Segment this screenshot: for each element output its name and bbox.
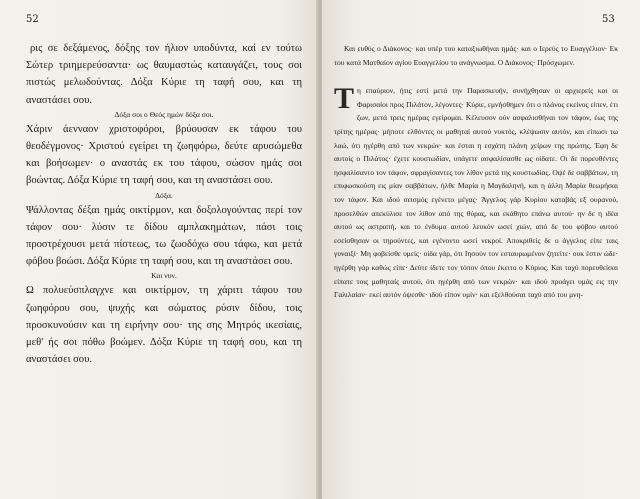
left-page-text <box>26 40 302 368</box>
hymn-paragraph-3: Ψάλλοντας δέξαι ημάς οικτίρμον, και δοξολογούντας περί τον τάφον σου· λύσιν τε δίδου αμπλακημάτων, πάσι τοις προστρέχουσι μετά πίστεως, τω ζωοδόχω σου τάφω, και μετά φόβου βοώσι. Δόξα Κύριε τη ταφή σου, και τη αναστάσει σου. <box>26 204 302 268</box>
hymn-paragraph-4: Ω πολυεύσπλαγχνε και οικτίρμον, τη χάριτι τάφου του ζωηφόρου σου, ψυχής και σώματος ρύσιν δίδου, τοις προσκυνούσιν και τη ειρήνην σου· της σης Μητρός ικεσίαις, μεθ' ής σοι πόθω βοώμεν. Δόξα Κύριε τη ταφή σου, και τη αναστάσει σου. <box>26 285 302 366</box>
gospel-text: η επαύριον, ήτις εστί μετά την Παρασκευήν, συνήχθησαν οι αρχιερείς και οι Φαρισαίοι προς Πιλάτον, λέγοντες· Κύριε, εμνήσθημεν ότι ο πλάνος εκείνος είπεν, έτι ζων, μετά τρεις ημέρας εγείρομαι. Κέλευσον ούν ασφαλισθήναι τον τάφον, έως της τρίτης ημέρας· μήποτε ελθόντες οι μαθηταί αυτού νυκτός, κλέψωσιν αυτόν, και είπωσι τω λαώ, ότι ηγέρθη από των νεκρών· και έσται η εσχάτη πλάνη χείρων της πρώτης. Έφη δε αυτοίς ο Πιλάτος· έχετε κουστωδίαν, υπάγετε ασφαλίσασθε ως οίδατε. Οι δε πορευθέντες ησφαλίσαντο τον τάφον, σφραγίσαντες τον λίθον μετά της κουστωδίας. Οψέ δε σαββάτων, τη επιφωσκούση εις μίαν σαββάτων, ήλθε Μαρία η Μαγδαληνή, και η άλλη Μαρία θεωρήσαι τον τάφον. Και ιδού σεισμός εγένετο μέγας· Άγγελος γάρ Κυρίου καταβάς εξ ουρανού, προσελθών απεκύλισε τον λίθον από της θύρας, και εκάθητο επάνω αυτού· ην δε η ιδέα αυτού ως αστραπή, και το ένδυμα αυτού λευκόν ωσεί χιών, από δε του φόβου αυτού εσείσθησαν οι τηρούντες, και εγένοντο ωσεί νεκροί. Αποκριθείς δε ο άγγελος είπε ταις γυναιξί· Μη φοβείσθε υμείς· οίδα γάρ, ότι Ιησούν τον εσταυρωμένον ζητείτε· ουκ έστιν ώδε· ηγέρθη γάρ καθώς είπε· Δεύτε ίδετε τον τόπον όπου έκειτο ο Κύριος. Και ταχύ πορευθείσαι είπατε τοις μαθηταίς αυτού, ότι ηγέρθη από των νεκρών· και ιδού προάγει υμάς εις την Γαλιλαίαν· εκεί αυτόν όψεσθε· ιδού είπον υμίν· και εξελθούσαι ταχύ από του μνη- <box>334 86 618 300</box>
left-page <box>0 0 318 499</box>
right-page-number: 53 <box>602 14 615 25</box>
rubric-glory-to-god: Δόξα σοι ο Θεός ημών δόξα σοι. <box>114 109 214 119</box>
rubric-doxa: Δόξα. <box>155 190 173 200</box>
right-page-text <box>334 42 618 302</box>
right-page <box>322 0 640 499</box>
gospel-reading <box>334 84 618 302</box>
gospel-introduction: Και ευθύς ο Διάκονος· και υπέρ του καταξιωθήναι ημάς· και ο Ιερεύς το Ευαγγέλιον· Εκ του κατά Ματθαίον αγίου Ευαγγελίου το ανάγνωσμα. Ο Διάκονος· Πρόσχωμεν. <box>334 44 618 67</box>
left-page-number: 52 <box>26 14 39 25</box>
hymn-paragraph-2: Χάριν άενναον χριστοφόροι, βρύουσαν εκ τάφου του θεοδέγμονος· Χριστού εγείρει τη ζωηφόρω, δεύτε αρυσώμεθα και βοήσωμεν· ο αναστάς εκ του τάφου, σώσον ημάς σοι βοώντας. Δόξα Κύριε τη ταφή σου, και τη αναστάσει σου. <box>26 123 302 187</box>
rubric-kai-nyn: Και νυν. <box>151 271 177 281</box>
hymn-paragraph-1: ρις σε δεξάμενος, δόξης τον ήλιον υποδύντα, καί εν τούτω Σώτερ τριημερεύσαντα· ως θαυμαστώς καταυγάζει, τους σοι πιστώς μελωδούντας. Δόξα Κύριε τη ταφή σου, και τη αναστάσει σου. <box>26 43 302 106</box>
drop-cap: Τ <box>334 82 355 116</box>
